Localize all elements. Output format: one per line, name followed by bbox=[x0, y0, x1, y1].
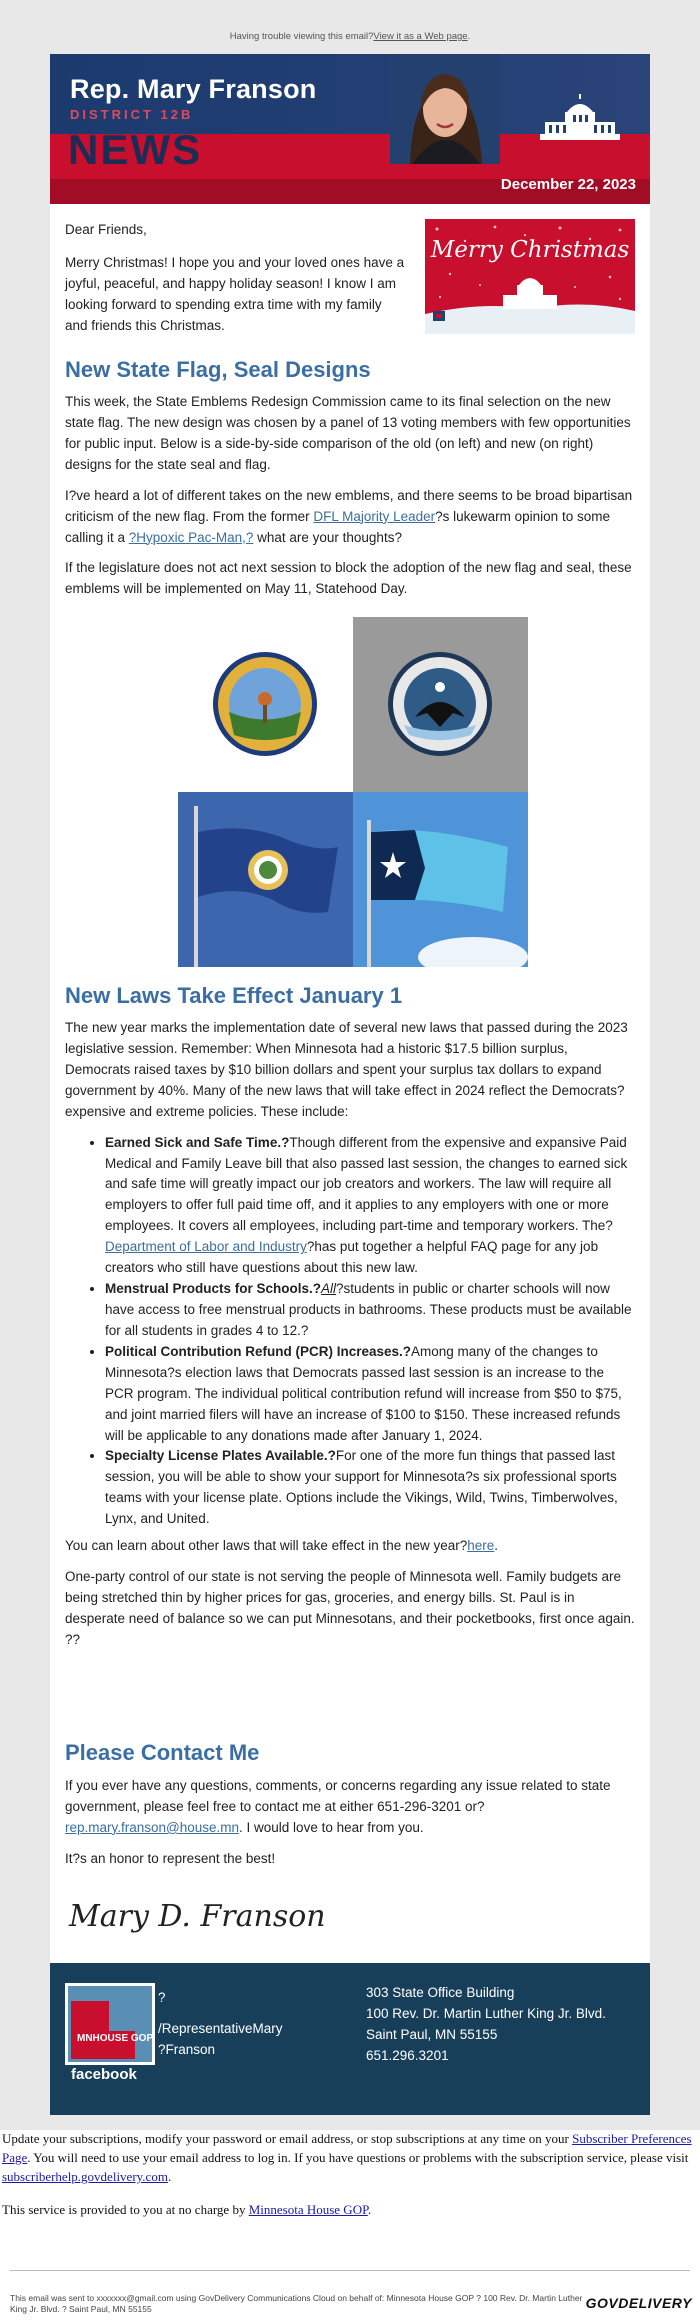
old-seal bbox=[178, 617, 353, 792]
address-line-3: Saint Paul, MN 55155 bbox=[366, 2026, 498, 2042]
new-seal bbox=[353, 617, 528, 792]
contact-text-a: If you ever have any questions, comments, or concerns regarding any issue related to state government, please feel free to contact me at either 651-296-3201 or? bbox=[65, 1778, 611, 1814]
preheader bbox=[0, 0, 700, 54]
facebook-handle-1: /RepresentativeMary bbox=[158, 2020, 283, 2036]
merry-christmas-image bbox=[425, 219, 635, 334]
law-item-license-plates bbox=[105, 1446, 635, 1530]
law-item-menstrual bbox=[105, 1279, 635, 1342]
signature bbox=[65, 1884, 326, 1944]
merry-christmas-label: Merry Christmas bbox=[430, 237, 630, 263]
representative-photo bbox=[390, 54, 500, 164]
service-label: This service is provided to you at no charge by bbox=[2, 2201, 249, 2217]
laws-section bbox=[65, 1018, 635, 1661]
phone: 651.296.3201 bbox=[366, 2047, 449, 2063]
law-title: Menstrual Products for Schools.? bbox=[105, 1281, 322, 1297]
facebook-handle[interactable] bbox=[158, 1988, 283, 2061]
dfl-majority-leader-link[interactable]: DFL Majority Leader bbox=[313, 508, 436, 524]
closing: It?s an honor to represent the best! bbox=[65, 1850, 276, 1866]
law-text: Among many of the changes to Minnesota?s election laws that Democrats passed last session is an increase to the PCR program. The individual political contribution refund will increase from $50 to $75, and joint married filers will have an increase of $100 to $150. These increased refunds will be applicable to any donations made after January 1, 2024. bbox=[105, 1343, 622, 1443]
signature-text: Mary D. Franson bbox=[69, 1899, 326, 1934]
footer bbox=[50, 1963, 650, 2115]
facebook-q: ? bbox=[158, 1990, 166, 2005]
header-district: DISTRICT 12B bbox=[70, 107, 194, 122]
laws-list bbox=[65, 1133, 635, 1531]
newsletter-header bbox=[50, 54, 650, 204]
laws-outro: One-party control of our state is not serving the people of Minnesota well. Family budgets are being stretched thin by higher prices for gas, groceries, and energy bills. St. Paul is in desperate need of balance so we can put Minnesotans, and their pocketbooks, first once again. ?? bbox=[65, 1569, 635, 1647]
seal-flag-comparison-image bbox=[178, 617, 528, 967]
header-news: NEWS bbox=[68, 126, 202, 173]
legal-text: This email was sent to xxxxxxx@gmail.com using GovDelivery Communications Cloud on behalf of: Minnesota House GOP ? 100 Rev. Dr. Martin Luther King Jr. Blvd. ? Saint Paul, MN 55155 bbox=[10, 2293, 583, 2315]
contact-section bbox=[65, 1776, 635, 1880]
preheader-end: . bbox=[467, 31, 471, 42]
law-item-pcr bbox=[105, 1342, 635, 1447]
flag-heading: New State Flag, Seal Designs bbox=[65, 357, 371, 382]
greeting: Dear Friends, bbox=[65, 222, 147, 237]
flag-section bbox=[65, 392, 635, 610]
laws-heading: New Laws Take Effect January 1 bbox=[65, 983, 403, 1008]
subscriber-help-link[interactable]: subscriberhelp.govdelivery.com bbox=[2, 2168, 168, 2184]
newsletter-body bbox=[50, 204, 650, 1963]
sub-text-3: . bbox=[167, 2168, 172, 2184]
law-text: Though different from the expensive and expansive Paid Medical and Family Leave bill that also passed last session, the changes to earned sick and safe time will greatly impact our job creators and workers. The law will require all employers to offer full paid time off, and it applies to any employers with one or more employees. It covers all employees, including part-time and temporary workers. The? bbox=[105, 1134, 628, 1234]
mn-house-gop-link[interactable]: Minnesota House GOP bbox=[248, 2201, 368, 2217]
new-flag bbox=[353, 792, 528, 967]
capitol-icon bbox=[535, 94, 625, 146]
service-text bbox=[0, 2201, 700, 2220]
preheader-text: Having trouble viewing this email? bbox=[229, 31, 374, 42]
law-text: For one of the more fun things that passed last session, you will be able to show your support for Minnesota?s six professional sports teams with your license plate. Options include the Vikings, Wild, Twins, Timberwolves, Lynx, and United. bbox=[105, 1448, 618, 1527]
intro-text: Merry Christmas! I hope you and your loved ones have a joyful, peaceful, and happy holiday season! I know I am looking forward to spending extra time with my family and friends this Christmas. bbox=[65, 254, 405, 333]
law-text-2: ?has put together a helpful FAQ page for any job creators who still have questions about this new law. bbox=[105, 1239, 599, 1276]
office-address bbox=[366, 1983, 606, 2067]
logo-text: MNHOUSE GOP bbox=[77, 2033, 154, 2044]
web-page-link[interactable]: View it as a Web page bbox=[373, 31, 468, 42]
newsletter-date: December 22, 2023 bbox=[500, 176, 636, 193]
subscription-footer bbox=[0, 2130, 700, 2323]
law-item-sick-time bbox=[105, 1133, 635, 1279]
contact-heading: Please Contact Me bbox=[65, 1740, 260, 1765]
facebook-label: facebook bbox=[71, 2066, 137, 2083]
divider bbox=[10, 2270, 690, 2271]
facebook-link[interactable] bbox=[65, 1983, 155, 2083]
law-text: ?students in public or charter schools will now have access to free menstrual products in bathrooms. These products must be available for all students in grades 4 to 12.? bbox=[105, 1281, 632, 1338]
law-title: Specialty License Plates Available.? bbox=[105, 1448, 336, 1464]
law-title: Earned Sick and Safe Time.? bbox=[105, 1134, 290, 1150]
address-line-2: 100 Rev. Dr. Martin Luther King Jr. Blvd. bbox=[366, 2005, 606, 2021]
govdelivery-logo: GOVDELIVERY bbox=[585, 2295, 692, 2311]
address-line-1: 303 State Office Building bbox=[366, 1985, 515, 2000]
sub-text-1: Update your subscriptions, modify your password or email address, or stop subscriptions at any time on your bbox=[2, 2131, 573, 2146]
contact-text-b: . I would love to hear from you. bbox=[239, 1819, 424, 1835]
flag-paragraph-1: This week, the State Emblems Redesign Commission came to its final selection on the new state flag. The new design was chosen by a panel of 13 voting members with few opportunities for public input. Below is a side-by-side comparison of the old (on left) and new (on right) designs for the state seal and flag. bbox=[65, 394, 631, 472]
learn-end: . bbox=[494, 1538, 499, 1554]
dept-labor-link[interactable]: Department of Labor and Industry bbox=[105, 1239, 307, 1255]
subscriber-preferences-link[interactable]: Subscriber Preferences Page bbox=[2, 2131, 692, 2165]
intro-section bbox=[65, 220, 405, 347]
flag-p2-text: I?ve heard a lot of different takes on the new emblems, and there seems to be broad bipartisan criticism of the new flag. From the former bbox=[65, 487, 633, 524]
old-flag bbox=[178, 792, 353, 967]
learn-more-link[interactable]: here bbox=[467, 1538, 495, 1554]
law-title: Political Contribution Refund (PCR) Increases.? bbox=[105, 1343, 412, 1359]
flag-paragraph-2 bbox=[65, 486, 635, 549]
laws-intro: The new year marks the implementation date of several new laws that passed during the 2023 legislative session. Remember: When Minnesota had a historic $17.5 billion surplus, Democrats raised taxes by $10 billion dollars and spent your surplus tax dollars to expand government by 40%. Many of the new laws that will take effect in 2024 reflect the Democrats? expensive and extreme policies. These include: bbox=[65, 1020, 628, 1119]
contact-text bbox=[65, 1776, 635, 1839]
email-link[interactable]: rep.mary.franson@house.mn bbox=[65, 1819, 240, 1835]
learn-more bbox=[65, 1536, 635, 1557]
facebook-handle-2: ?Franson bbox=[158, 2041, 216, 2057]
subscription-text bbox=[0, 2130, 700, 2187]
header-name: Rep. Mary Franson bbox=[70, 74, 317, 104]
law-emphasis: All bbox=[321, 1281, 337, 1297]
service-end: . bbox=[367, 2201, 372, 2217]
flag-p2-text-c: what are your thoughts? bbox=[253, 529, 402, 545]
learn-text: You can learn about other laws that will take effect in the new year? bbox=[65, 1538, 468, 1554]
flag-p2-text-b: ?s lukewarm opinion to some calling it a bbox=[65, 508, 610, 545]
sub-text-2: . You will need to use your email address to log in. If you have questions or problems with the subscription service, please visit bbox=[27, 2149, 689, 2165]
flag-paragraph-3: If the legislature does not act next session to block the adoption of the new flag and seal, these emblems will be implemented on May 11, Statehood Day. bbox=[65, 560, 632, 597]
hypoxic-pacman-link[interactable]: ?Hypoxic Pac-Man,? bbox=[128, 529, 254, 545]
